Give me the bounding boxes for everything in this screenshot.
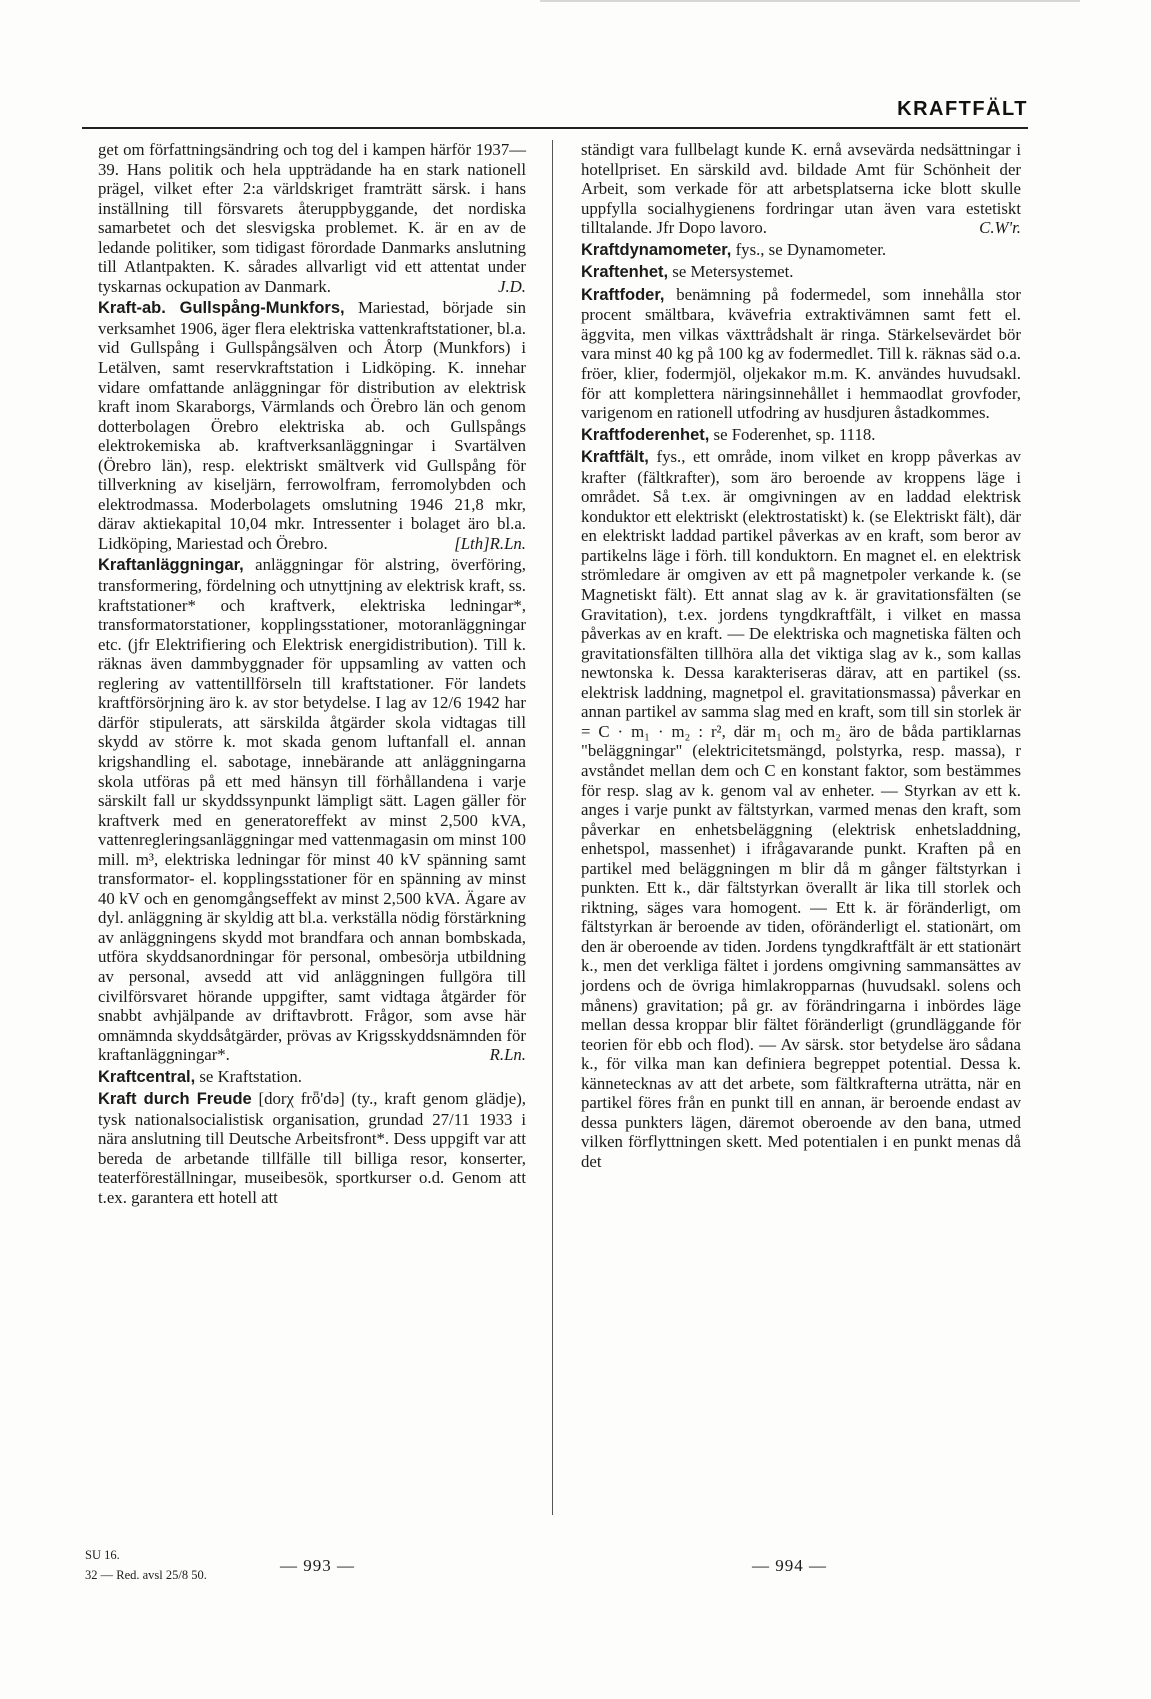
page-number-left: — 993 —: [280, 1556, 355, 1575]
entry-text: [dorχ frȫ'də] (ty., kraft genom glädje), tysk nationalsocialistisk organisation, grundad 27/11 1933 i nära anslutning till Deutsche Arbeitsfront*. Dess uppgift var att bereda de arbetande tillfälle till billiga resor, konserter, teaterföreställningar, museibesök, sportkurser o.d. Genom att t.ex. garantera ett hotell att: [98, 1089, 526, 1207]
entry-headword: Kraftanläggningar,: [98, 556, 244, 575]
entry-text: fys., ett område, inom vilket en kropp påverkas av krafter (fältkrafter), som äro beroende av kroppens läge i området. Så t.ex. är omgivningen av en laddad elektrisk konduktor ett elektriskt (elektrostatiskt) k. (se Elektriskt fält), där en elektriskt laddad partikel påverkas av en kraft, som beror av partikelns läge i förh. till konduktorn. En magnet el. en elektrisk strömledare är omgiven av ett på magnetpoler verkande k. (se Magnetiskt fält). Ett annat slag av k. är gravitationsfälten (se Gravitation), t.ex. jordens tyngdkraftfält, i vilket en massa påverkas av en kraft. — De elektriska och magnetiska fälten och gravitationsfälten tillhöra alla det viktiga slag av k., som kallas newtonska k. Dessa karakteriseras därav, att en partikel (ss. elektrisk laddning, magnetpol el. gravitationsmassa) påverkar en annan partikel av samma slag med en kraft, som till sin storlek är = C · m₁ · m₂ : r², där m₁ och m₂ äro de båda partiklarnas "beläggningar" (elektricitetsmängd, polstyrka, resp. massa), r avståndet mellan dem och C en konstant faktor, som bestämmes för resp. slag av k. genom val av enheter. — Styrkan av ett k. anges i varje punkt av fältstyrkan, varmed menas den kraft, som påverkar en enhetsbeläggning (elektrisk enhetsladdning, enhetspol, massenhet) i ifrågavarande punkt. Kraften på en partikel med beläggningen m blir då m gånger fältstyrkan i punkten. Ett k., där fältstyrkan överallt är lika till storlek och riktning, säges vara homogent. — Ett k. är föränderligt, om fältstyrkan är beroende av tiden, oföränderligt el. stationärt, om den är oberoende av tiden. Jordens tyngdkraftfält är ett stationärt k., men det verkliga fältet i jordens omgivning sammansättes av jordens och de övriga himlakropparnas (huvudsakl. solens och månens) gravitation; på gr. av förändringarna i inbördes läge mellan dessa kroppar blir fältet föränderligt (grundläggande för teorien för ebb och flod). — Av särsk. stor betydelse äro sådana k., för vilka man kan definiera begreppet potential. Dessa k. kännetecknas av att det arbete, som fältkrafterna uträtta, när en partikel föres från en punkt till en annan, är beroende endast av dessa punkters lägen, däremot oberoende av den bana, utmed vilken förflyttningen skett. Med potentialen i en punkt menas då det: [581, 447, 1021, 1171]
entry-kraftanlaggningar: [98, 555, 526, 1064]
entry-kraft-durch-freude: [98, 1089, 526, 1207]
entry-kraftdynamometer: [581, 240, 1021, 261]
entry-text: se Metersystemet.: [668, 262, 794, 282]
entry-text: se Kraftstation.: [195, 1066, 302, 1086]
entry-text: get om författningsändring och tog del i kampen härför 1937—39. Hans politik och hela uppträdande ha en stark nationell prägel, vilket efter 2:a världskriget framträtt särsk. i hans inställning till försvarets återuppbyggande, det nordiska samarbetet och det slesvigska problemet. K. är en av de ledande politiker, som tidigast förordade Danmarks anslutning till Atlantpakten. K. sårades allvarligt vid ett attentat under tyskarnas ockupation av Danmark.: [98, 140, 526, 296]
entry-headword: Kraftdynamometer,: [581, 240, 732, 259]
entry-text: anläggningar för alstring, överföring, transformering, fördelning och utnyttjning av elektrisk kraft, ss. kraftstationer* och kraftverk, elektriska ledningar*, transformatorstationer, kopplingsstationer, motoranläggningar etc. (jfr Elektrifiering och Elektrisk energidistribution). Till k. räknas även dammbyggnader för uppsamling av vatten och reglering av vattentillförseln till kraftstationer. För landets kraftförsörjning äro k. av stor betydelse. I lag av 12/6 1942 har därför stipulerats, att särskilda åtgärder skola vidtagas till skydd av större k. mot skada genom luftanfall el. annan krigshandling el. sabotage, innebärande att anläggningarna skola utföras på ett med hänsyn till förhållandena i varje särskilt fall ur skyddssynpunkt lämpligt sätt. Lagen gäller för kraftverk med en generatoreffekt av minst 2,500 kVA, vattenregleringsanläggningar med vattenmagasin om minst 100 mill. m³, elektriska ledningar för minst 40 kV spänning samt transformator- el. kopplingsstationer för en spänning av minst 40 kV och en genomgångseffekt av minst 2,500 kVA. Ägare av dyl. anläggning är skyldig att bl.a. verkställa nödig förstärkning av anläggningens skydd mot brandfara och annan bombskada, utföra skyddsanordningar för personal, ombesörja utbildning av personal, avsedd att vid anläggningen fullgöra till civilförsvaret hörande uppgifter, samt vidtaga åtgärder för snabbt avhjälpande av driftavbrott. Frågor, som avse här omnämnda skyddsåtgärder, prövas av Krigsskyddsnämnden för kraftanläggningar*.: [98, 555, 526, 1065]
running-head: KRAFTFÄLT: [897, 98, 1028, 120]
entry-headword: Kraftcentral,: [98, 1067, 196, 1086]
entry-kraftfoderenhet: [581, 425, 1021, 446]
entry-text: fys., se Dynamometer.: [731, 239, 887, 259]
print-note: 32 — Red. avsl 25/8 50.: [85, 1568, 207, 1582]
left-column: [98, 140, 526, 1210]
entry-text: Mariestad, började sin verksamhet 1906, äger flera elektriska vattenkraftstationer, bl.a. vid Gullspång i Gullspångsälven och Åtorp (Munkfors) i Letälven, samt reservkraftstation i Lidköping. K. innehar vidare omfattande anläggningar för distribution av elektrisk kraft inom Skaraborgs, Värmlands och Örebro län och genom dotterbolagen Örebro elektriska ab. och Gullspångs elektrokemiska ab. kraftverksanläggningar i Svartälven (Örebro län), resp. elektriskt smältverk vid Gullspång för tillverkning av kiseljärn, ferrowolfram, ferromolybden och elektrodmassa. Moderbolagets omslutning 1946 21,8 mkr, därav aktiekapital 10,04 mkr. Intressenter i bolaget äro bl.a. Lidköping, Mariestad och Örebro.: [98, 298, 527, 553]
entry-headword: Kraft durch Freude: [98, 1090, 252, 1109]
entry-continuation: [98, 140, 526, 296]
entry-text: se Foderenhet, sp. 1118.: [709, 424, 876, 444]
entry-text: ständigt vara fullbelagt kunde K. ernå avsevärda nedsättningar i hotellpriset. En särskild avd. bildade Amt für Schönheit der Arbeit, som verkade för att arbetsplatserna icke blott skulle uppfylla socialhygienens fordringar utan även vara estetiskt tilltalande. Jfr Dopo lavoro.: [581, 140, 1021, 238]
top-edge-line: [540, 0, 1080, 2]
entry-signature: J.D.: [498, 276, 526, 296]
entry-kraftenhet: [581, 262, 1021, 283]
entry-continuation: [581, 140, 1021, 238]
entry-text: benämning på fodermedel, som innehålla stor procent smältbara, kvävefria extraktivämnen samt fett el. äggvita, men vilkas växttrådshalt är ringa. Stärkelsevärdet bör vara minst 40 kg på 100 kg av fodermedlet. Till k. räknas säd o.a. fröer, klier, fodermjöl, oljekakor m.m. K. användes huvudsakl. för att komplettera näringsinnehållet i hemmaodlat grovfoder, varigenom en rationell utfodring av husdjuren åstadkommes.: [581, 284, 1021, 423]
entry-headword: Kraftenhet,: [581, 263, 669, 282]
header-rule: [82, 127, 1028, 129]
entry-kraft-ab: [98, 298, 526, 553]
entry-kraftfoder: [581, 285, 1021, 423]
entry-signature: C.W'r.: [979, 218, 1021, 238]
page-number-right: — 994 —: [752, 1556, 827, 1575]
entry-headword: Kraftfält,: [581, 448, 649, 467]
entry-kraftcentral: [98, 1067, 526, 1088]
column-divider: [552, 140, 553, 1515]
entry-headword: Kraftfoder,: [581, 285, 665, 304]
signature-mark: SU 16.: [85, 1548, 120, 1562]
entry-kraftfalt: [581, 447, 1021, 1171]
right-column: [581, 140, 1021, 1173]
entry-headword: Kraft-ab. Gullspång-Munkfors,: [98, 299, 345, 318]
entry-headword: Kraftfoderenhet,: [581, 425, 710, 444]
entry-signature: [Lth]R.Ln.: [454, 533, 526, 553]
entry-signature: R.Ln.: [489, 1045, 526, 1065]
